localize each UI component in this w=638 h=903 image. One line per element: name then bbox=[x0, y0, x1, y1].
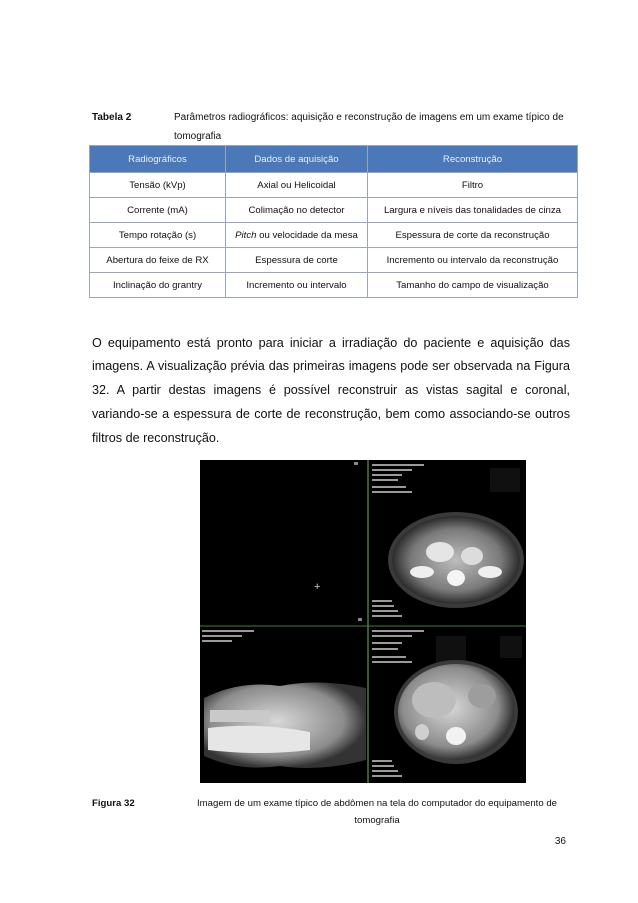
ct-screen-image bbox=[200, 460, 526, 783]
crosshair-marker: + bbox=[314, 581, 321, 593]
table-row bbox=[90, 173, 578, 198]
axial-slice-abdomen bbox=[394, 660, 518, 764]
parameters-table bbox=[89, 145, 578, 298]
table-header-row bbox=[90, 146, 578, 173]
figure-caption-label: Figura 32 bbox=[92, 798, 135, 809]
table-cell bbox=[226, 223, 368, 248]
table-row bbox=[90, 198, 578, 223]
body-paragraph: O equipamento está pronto para iniciar a irradiação do paciente e aquisição das imagens. A visualização prévia das primeiras imagens pode ser observada na Figura 32. A partir destas imagens é possível reconstruir as vistas sagital e coronal, variando-se a espessura de corte de reconstrução, bem como associando-se outros filtros de reconstrução. bbox=[92, 335, 570, 445]
header-radiograficos: Radiográficos bbox=[90, 146, 226, 173]
table-caption-label: Tabela 2 bbox=[92, 112, 132, 123]
ct-screen-figure bbox=[200, 460, 526, 783]
table-row bbox=[90, 273, 578, 298]
figure-caption-text: Imagem de um exame típico de abdômen na tela do computador do equipamento de tomografia bbox=[197, 798, 557, 826]
table-row bbox=[90, 248, 578, 273]
pitch-term: Pitch bbox=[235, 229, 257, 241]
header-dados-aquisicao: Dados de aquisição bbox=[226, 146, 368, 173]
table-cell: Tensão (kVp) bbox=[90, 173, 226, 198]
table-cell: Incremento ou intervalo da reconstrução bbox=[368, 248, 578, 273]
axial-slice-pelvis bbox=[388, 512, 524, 608]
pitch-suffix: ou velocidade da mesa bbox=[256, 229, 358, 241]
table-caption-text: Parâmetros radiográficos: aquisição e reconstrução de imagens em um exame típico de tomografia bbox=[174, 112, 564, 142]
table-cell: Largura e níveis das tonalidades de cinza bbox=[368, 198, 578, 223]
table-cell: Incremento ou intervalo bbox=[226, 273, 368, 298]
table-cell: Espessura de corte da reconstrução bbox=[368, 223, 578, 248]
table-cell: Tempo rotação (s) bbox=[90, 223, 226, 248]
table-cell: Tamanho do campo de visualização bbox=[368, 273, 578, 298]
table-cell: Filtro bbox=[368, 173, 578, 198]
header-reconstrucao: Reconstrução bbox=[368, 146, 578, 173]
table-cell: Inclinação do grantry bbox=[90, 273, 226, 298]
scout-view bbox=[204, 682, 366, 768]
table-cell: Colimação no detector bbox=[226, 198, 368, 223]
table-cell: Espessura de corte bbox=[226, 248, 368, 273]
table-cell: Abertura do feixe de RX bbox=[90, 248, 226, 273]
table-row bbox=[90, 223, 578, 248]
table-cell: Corrente (mA) bbox=[90, 198, 226, 223]
page-number: 36 bbox=[554, 836, 566, 847]
table-cell: Axial ou Helicoidal bbox=[226, 173, 368, 198]
